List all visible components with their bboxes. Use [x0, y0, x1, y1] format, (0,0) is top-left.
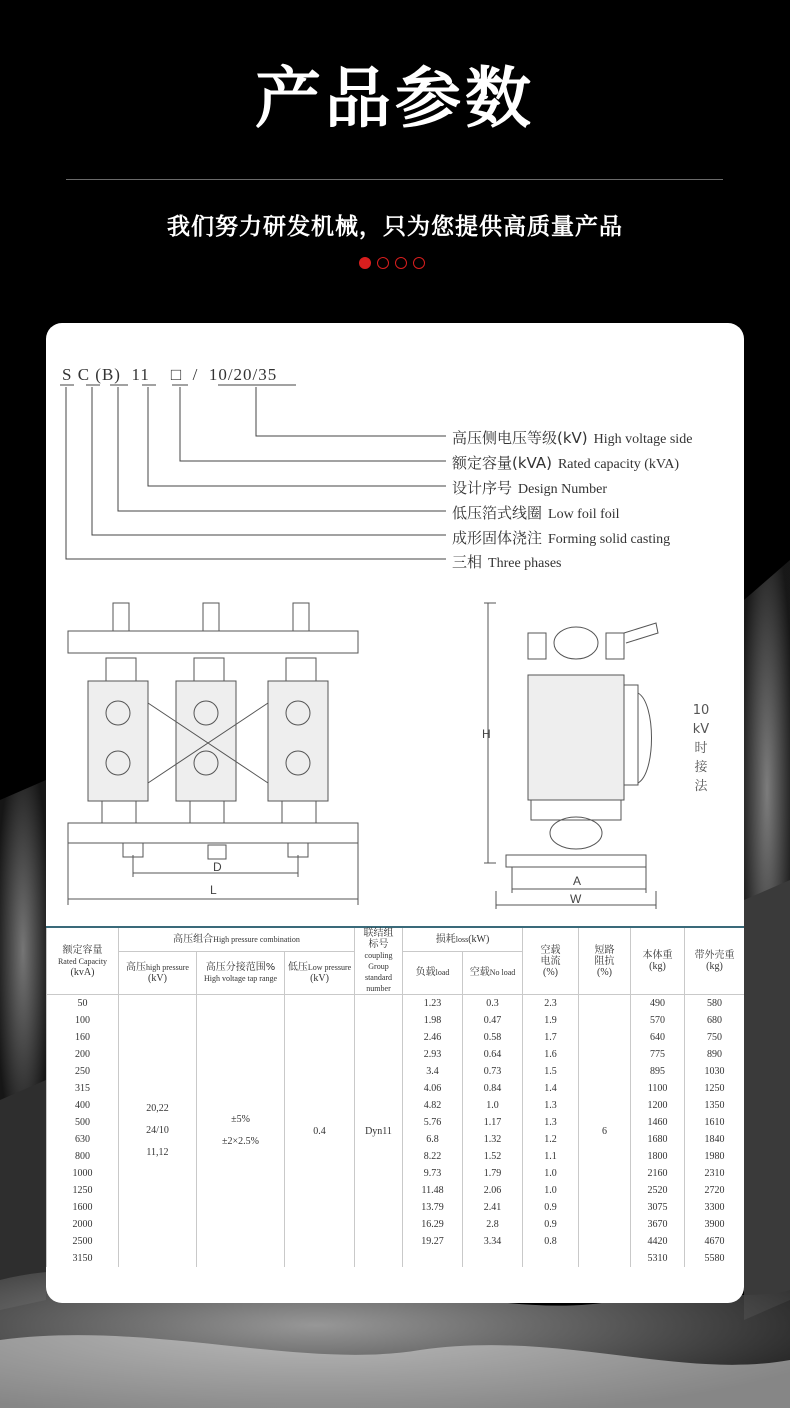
dimension-l: L [210, 883, 217, 897]
cell-load-loss: 6.8 [403, 1131, 463, 1148]
cell-weight: 2160 [631, 1165, 685, 1182]
dimension-h: H [482, 727, 491, 741]
page-title: 产品参数 [255, 60, 535, 137]
cell-weight: 640 [631, 1029, 685, 1046]
cell-weight-shell: 1980 [685, 1148, 744, 1165]
cell-weight: 1800 [631, 1148, 685, 1165]
cell-hv-merged [119, 995, 197, 1268]
legend-item: 高压侧电压等级(kV) High voltage side [452, 429, 693, 447]
cell-weight: 4420 [631, 1233, 685, 1250]
header-loss: 损耗loss(kW) [403, 927, 523, 951]
cell-weight: 3670 [631, 1216, 685, 1233]
cell-impedance-merged: 6 [579, 995, 631, 1268]
tap-value: ±2×2.5% [222, 1136, 259, 1147]
header-weight: 本体重 (kg) [631, 927, 685, 995]
cell-noload-loss: 2.8 [463, 1216, 523, 1233]
cell-noload-loss: 1.52 [463, 1148, 523, 1165]
cell-load-loss: 2.93 [403, 1046, 463, 1063]
cell-noload-loss: 1.0 [463, 1097, 523, 1114]
cell-noload-current: 1.9 [523, 1012, 579, 1029]
cell-weight-shell: 5580 [685, 1250, 744, 1267]
cell-weight-shell: 750 [685, 1029, 744, 1046]
cell-weight: 775 [631, 1046, 685, 1063]
cell-weight-shell: 1350 [685, 1097, 744, 1114]
cell-noload-current: 1.1 [523, 1148, 579, 1165]
cell-weight-shell: 4670 [685, 1233, 744, 1250]
cell-capacity: 3150 [47, 1250, 119, 1267]
legend-item: 三相 Three phases [452, 553, 562, 571]
header-load: 负载load [403, 951, 463, 994]
cell-weight: 1200 [631, 1097, 685, 1114]
cell-weight-shell: 2720 [685, 1182, 744, 1199]
legend-item: 额定容量(kVA) Rated capacity (kVA) [452, 454, 679, 472]
cell-noload-loss: 0.84 [463, 1080, 523, 1097]
cell-noload-current: 1.7 [523, 1029, 579, 1046]
dimension-d: D [213, 860, 222, 874]
spec-card [46, 323, 744, 1303]
cell-load-loss: 8.22 [403, 1148, 463, 1165]
cell-load-loss: 5.76 [403, 1114, 463, 1131]
legend-item: 成形固体浇注 Forming solid casting [452, 529, 671, 547]
dimension-w: W [570, 892, 582, 906]
cell-capacity: 315 [47, 1080, 119, 1097]
cell-weight-shell: 890 [685, 1046, 744, 1063]
cell-noload-loss: 3.34 [463, 1233, 523, 1250]
cell-weight: 895 [631, 1063, 685, 1080]
legend-item: 低压箔式线圈 Low foil foil [452, 504, 620, 522]
cell-noload-current: 1.4 [523, 1080, 579, 1097]
cell-capacity: 800 [47, 1148, 119, 1165]
cell-noload-current: 0.9 [523, 1199, 579, 1216]
cell-weight-shell: 2310 [685, 1165, 744, 1182]
cell-weight: 3075 [631, 1199, 685, 1216]
cell-capacity: 1250 [47, 1182, 119, 1199]
header-no-load-current: 空载 电流 (%) [523, 927, 579, 995]
carousel-dots [359, 257, 425, 271]
cell-capacity: 160 [47, 1029, 119, 1046]
cell-load-loss: 3.4 [403, 1063, 463, 1080]
cell-capacity: 630 [47, 1131, 119, 1148]
header-hv: 高压high pressure (kV) [119, 951, 197, 994]
cell-weight: 1460 [631, 1114, 685, 1131]
cell-noload-current: 0.9 [523, 1216, 579, 1233]
cell-load-loss: 4.06 [403, 1080, 463, 1097]
cell-noload-loss: 0.58 [463, 1029, 523, 1046]
cell-capacity: 1000 [47, 1165, 119, 1182]
cell-tap-merged [197, 995, 285, 1268]
cell-noload-current: 1.0 [523, 1182, 579, 1199]
cell-load-loss: 13.79 [403, 1199, 463, 1216]
cell-weight-shell: 3900 [685, 1216, 744, 1233]
header-impedance: 短路 阻抗 (%) [579, 927, 631, 995]
header-coupling: 联结组 标号 coupling Group standard number [355, 927, 403, 995]
cell-noload-current: 1.0 [523, 1165, 579, 1182]
spec-table [46, 926, 744, 1267]
dot-indicator[interactable] [395, 257, 407, 269]
header-tap: 高压分接范围% High voltage tap range [197, 951, 285, 994]
cell-load-loss: 16.29 [403, 1216, 463, 1233]
cell-lv-merged: 0.4 [285, 995, 355, 1268]
cell-noload-loss: 0.3 [463, 995, 523, 1013]
cell-weight-shell: 1030 [685, 1063, 744, 1080]
cell-weight-shell: 1610 [685, 1114, 744, 1131]
hv-value: 20,22 [146, 1103, 169, 1114]
cell-weight: 1680 [631, 1131, 685, 1148]
cell-weight-shell: 680 [685, 1012, 744, 1029]
header-hv-group: 高压组合High pressure combination [119, 927, 355, 951]
transformer-front-view [58, 593, 403, 913]
cell-capacity: 2000 [47, 1216, 119, 1233]
model-code: S C (B) 11 □ / 10/20/35 [62, 365, 278, 384]
cell-load-loss: 4.82 [403, 1097, 463, 1114]
cell-noload-loss: 1.32 [463, 1131, 523, 1148]
cell-weight: 490 [631, 995, 685, 1013]
legend-item: 设计序号 Design Number [452, 479, 608, 497]
cell-noload-current: 1.5 [523, 1063, 579, 1080]
cell-coupling-merged: Dyn11 [355, 995, 403, 1268]
cell-noload-loss [463, 1250, 523, 1267]
cell-weight-shell: 1840 [685, 1131, 744, 1148]
cell-noload-loss: 1.17 [463, 1114, 523, 1131]
header-noload: 空载No load [463, 951, 523, 994]
cell-capacity: 1600 [47, 1199, 119, 1216]
cell-load-loss: 2.46 [403, 1029, 463, 1046]
cell-noload-current [523, 1250, 579, 1267]
transformer-side-view [476, 593, 686, 913]
header-lv: 低压Low pressure (kV) [285, 951, 355, 994]
cell-noload-loss: 0.73 [463, 1063, 523, 1080]
hv-value: 24/10 [146, 1125, 169, 1136]
cell-noload-current: 1.3 [523, 1114, 579, 1131]
cell-noload-loss: 1.79 [463, 1165, 523, 1182]
hv-value: 11,12 [146, 1147, 169, 1158]
cell-load-loss [403, 1250, 463, 1267]
cell-noload-current: 2.3 [523, 995, 579, 1013]
dot-indicator-active[interactable] [359, 257, 371, 269]
cell-capacity: 500 [47, 1114, 119, 1131]
cell-weight: 570 [631, 1012, 685, 1029]
cell-noload-loss: 2.06 [463, 1182, 523, 1199]
dot-indicator[interactable] [413, 257, 425, 269]
cell-load-loss: 1.23 [403, 995, 463, 1013]
cell-capacity: 100 [47, 1012, 119, 1029]
cell-weight-shell: 580 [685, 995, 744, 1013]
cell-noload-current: 0.8 [523, 1233, 579, 1250]
header-weight-shell: 带外壳重 (kg) [685, 927, 744, 995]
cell-weight: 1100 [631, 1080, 685, 1097]
header-rated-capacity: 额定容量 Rated Capacity (kvA) [47, 927, 119, 995]
cell-noload-current: 1.3 [523, 1097, 579, 1114]
cell-capacity: 2500 [47, 1233, 119, 1250]
dimension-a: A [573, 874, 582, 888]
dot-indicator[interactable] [377, 257, 389, 269]
page-subtitle: 我们努力研发机械，只为您提供高质量产品 [167, 214, 623, 240]
cell-load-loss: 9.73 [403, 1165, 463, 1182]
title-divider [66, 179, 723, 180]
cell-noload-current: 1.6 [523, 1046, 579, 1063]
cell-load-loss: 1.98 [403, 1012, 463, 1029]
cell-noload-current: 1.2 [523, 1131, 579, 1148]
cell-load-loss: 19.27 [403, 1233, 463, 1250]
cell-weight: 2520 [631, 1182, 685, 1199]
cell-noload-loss: 0.47 [463, 1012, 523, 1029]
cell-weight-shell: 1250 [685, 1080, 744, 1097]
cell-noload-loss: 0.64 [463, 1046, 523, 1063]
cell-weight: 5310 [631, 1250, 685, 1267]
cell-capacity: 400 [47, 1097, 119, 1114]
cell-capacity: 250 [47, 1063, 119, 1080]
cell-load-loss: 11.48 [403, 1182, 463, 1199]
tap-value: ±5% [231, 1114, 250, 1125]
side-note: 10 kV 时 接 法 [692, 703, 710, 794]
cell-weight-shell: 3300 [685, 1199, 744, 1216]
cell-capacity: 50 [47, 995, 119, 1013]
cell-capacity: 200 [47, 1046, 119, 1063]
table-row [47, 995, 745, 1013]
cell-noload-loss: 2.41 [463, 1199, 523, 1216]
